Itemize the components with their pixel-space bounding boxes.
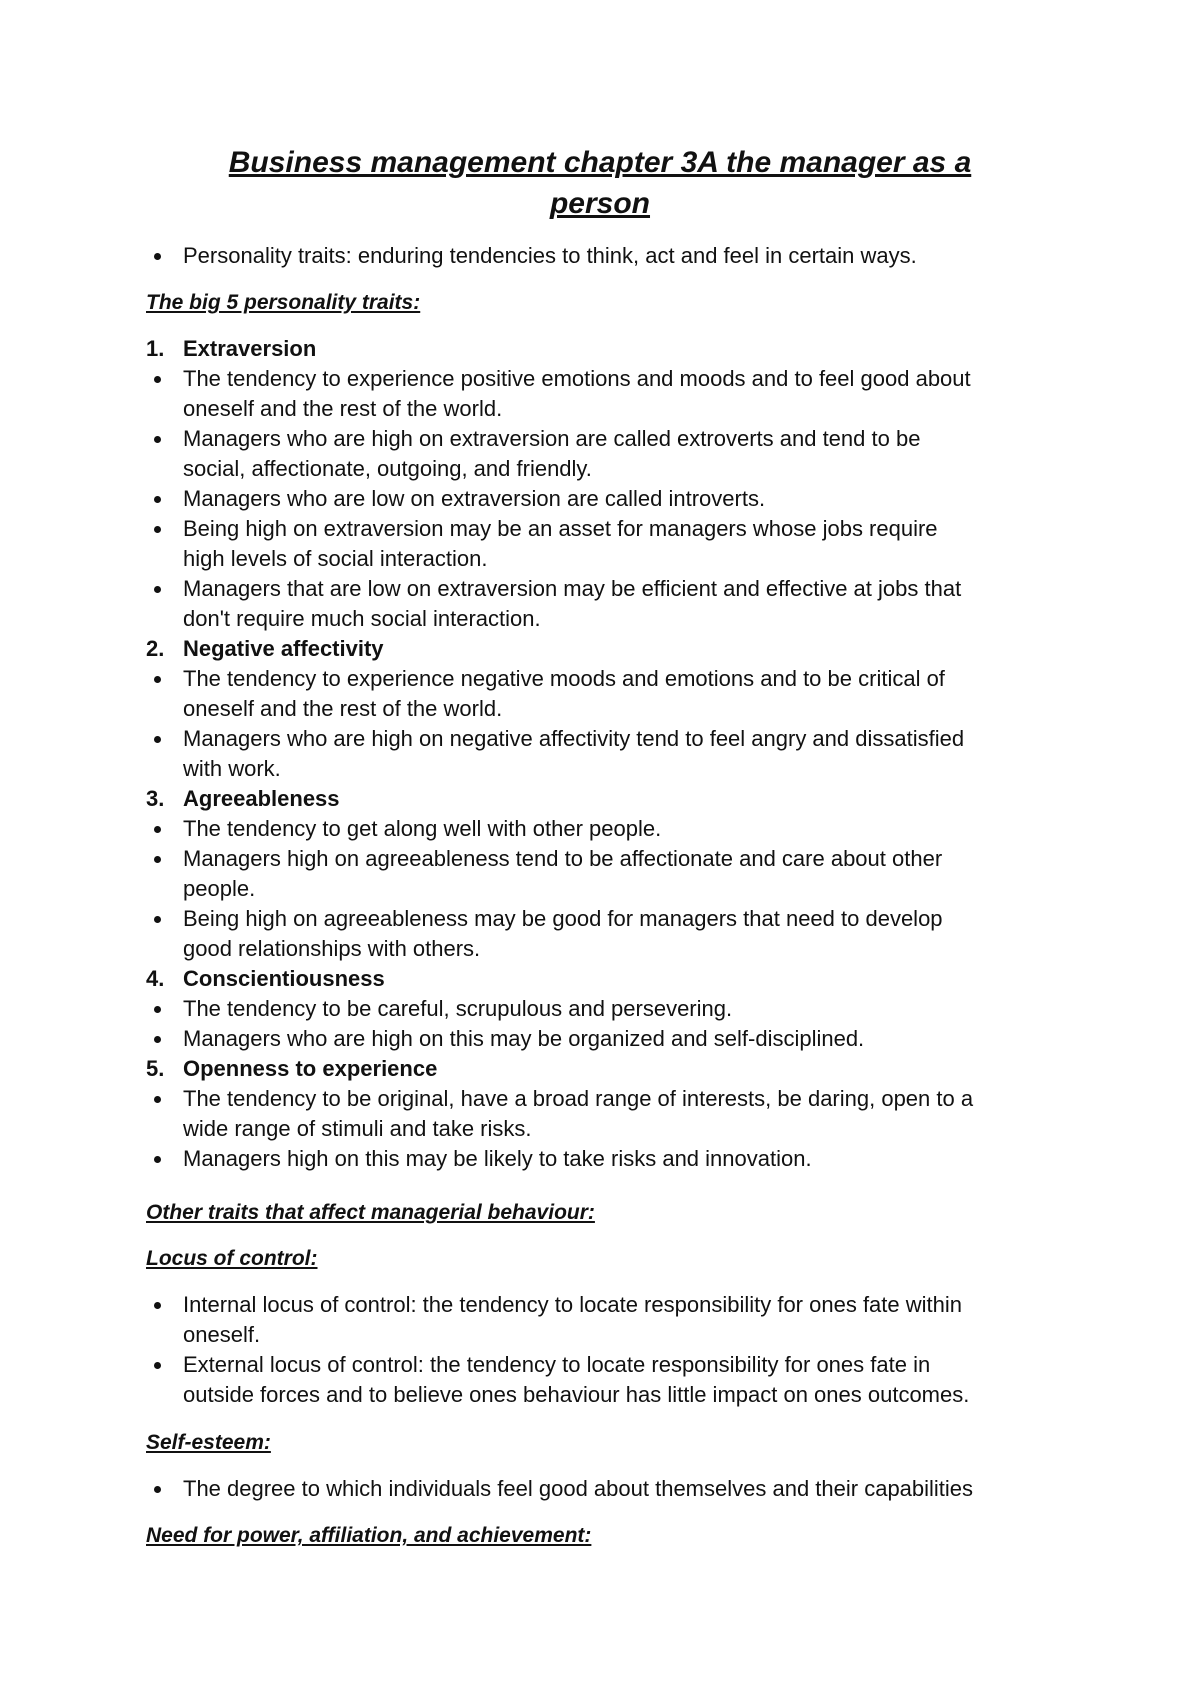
bullet-text: Being high on agreeableness may be good for managers that need to develop [183,906,943,931]
bullet-dot [154,586,161,593]
self-esteem-heading: Self-esteem: [146,1431,271,1454]
bullet-text-continued: good relationships with others. [183,936,481,961]
intro-text: Personality traits: enduring tendencies to think, act and feel in certain ways. [183,243,917,268]
trait-number: 5. [146,1056,165,1081]
bullet-text-continued: people. [183,876,256,901]
bullet-dot [154,736,161,743]
bullet-dot [154,1096,161,1103]
trait-name: Negative affectivity [183,636,384,661]
bullet-text-continued: with work. [183,756,281,781]
bullet-dot [154,856,161,863]
trait-number: 3. [146,786,165,811]
trait-name: Openness to experience [183,1056,438,1081]
bullet-text: Managers that are low on extraversion may be efficient and effective at jobs that [183,576,962,601]
bullet-text: Managers who are high on this may be organized and self-disciplined. [183,1026,865,1051]
bullet-dot [154,916,161,923]
bullet-text: Internal locus of control: the tendency to locate responsibility for ones fate within [183,1292,962,1317]
bullet-text-continued: don't require much social interaction. [183,606,541,631]
trait-number: 4. [146,966,165,991]
bullet-text: External locus of control: the tendency to locate responsibility for ones fate in [183,1352,931,1377]
bullet-dot [154,436,161,443]
bullet-dot [154,1486,161,1493]
bullet-text: Managers high on agreeableness tend to be affectionate and care about other [183,846,943,871]
locus-heading: Locus of control: [146,1247,318,1270]
title-line-1: Business management chapter 3A the manager as a [228,146,972,179]
bullet-dot [154,526,161,533]
bullet-dot [154,1302,161,1309]
bullet-text: Managers who are high on extraversion are called extroverts and tend to be [183,426,921,451]
other-traits-heading: Other traits that affect managerial behaviour: [146,1201,595,1224]
bullet-text-continued: oneself. [183,1322,261,1347]
bullet-text: Managers who are low on extraversion are called introverts. [183,486,766,511]
bullet-text: Being high on extraversion may be an asset for managers whose jobs require [183,516,938,541]
bullet-text: The tendency to be original, have a broad range of interests, be daring, open to a [183,1086,974,1111]
bullet-text-continued: social, affectionate, outgoing, and friendly. [183,456,592,481]
bullet-text: Managers high on this may be likely to take risks and innovation. [183,1146,812,1171]
bullet-text-continued: high levels of social interaction. [183,546,488,571]
title-line-2: person [549,187,651,220]
bullet-text: The tendency to experience negative moods and emotions and to be critical of [183,666,945,691]
bullet-text-continued: wide range of stimuli and take risks. [183,1116,532,1141]
bullet-dot [154,1006,161,1013]
bullet-dot [154,376,161,383]
bullet-text: The tendency to be careful, scrupulous and persevering. [183,996,733,1021]
bullet-dot [154,1156,161,1163]
trait-name: Agreeableness [183,786,340,811]
big5-heading: The big 5 personality traits: [146,291,421,314]
bullet-dot [154,253,161,260]
bullet-dot [154,826,161,833]
document-title [100,142,1100,224]
bullet-dot [154,676,161,683]
bullet-text-continued: oneself and the rest of the world. [183,696,503,721]
trait-name: Conscientiousness [183,966,385,991]
bullet-text: The tendency to experience positive emotions and moods and to feel good about [183,366,971,391]
bullet-text-continued: outside forces and to believe ones behaviour has little impact on ones outcomes. [183,1382,970,1407]
trait-number: 1. [146,336,165,361]
bullet-dot [154,496,161,503]
bullet-text: The tendency to get along well with other people. [183,816,662,841]
bullet-text: The degree to which individuals feel good about themselves and their capabilities [183,1476,974,1501]
trait-name: Extraversion [183,336,317,361]
need-heading: Need for power, affiliation, and achievement: [146,1524,592,1547]
bullet-dot [154,1362,161,1369]
trait-number: 2. [146,636,165,661]
bullet-dot [154,1036,161,1043]
bullet-text-continued: oneself and the rest of the world. [183,396,503,421]
bullet-text: Managers who are high on negative affectivity tend to feel angry and dissatisfied [183,726,965,751]
